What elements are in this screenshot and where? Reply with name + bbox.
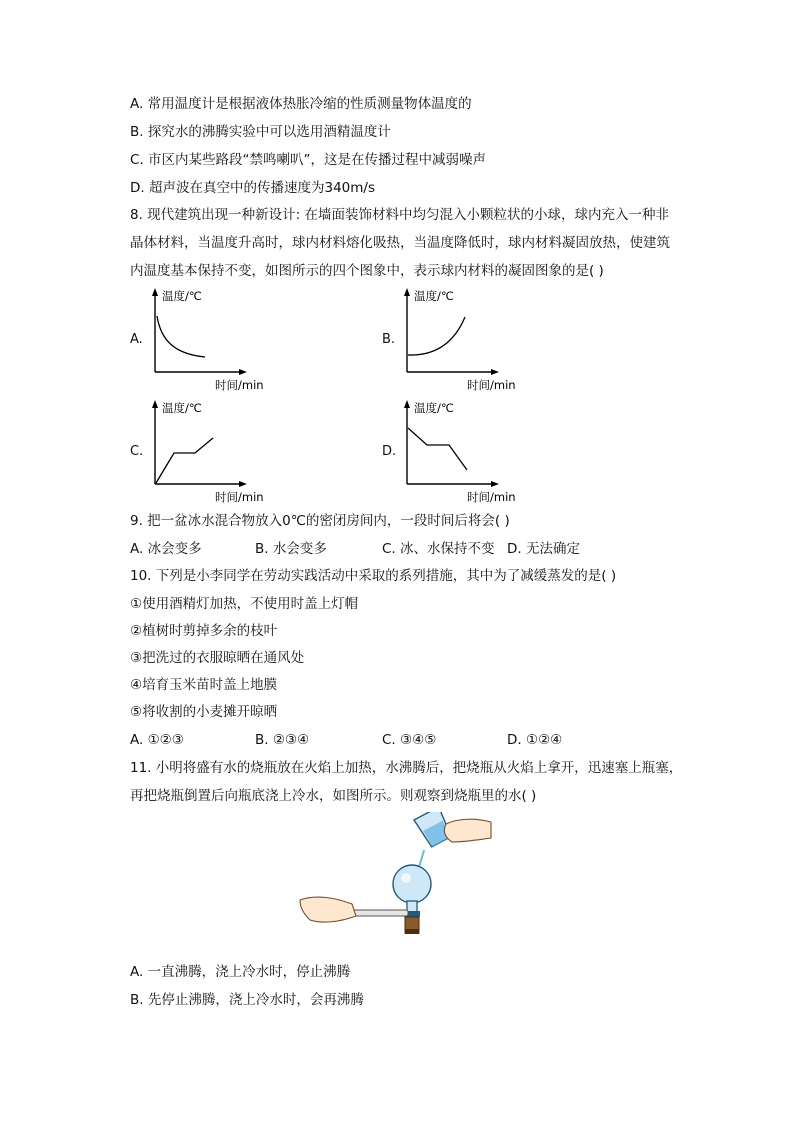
graph-b-curve <box>408 317 465 355</box>
q11-option-a: A. 一直沸腾，浇上冷水时，停止沸腾 <box>130 964 351 980</box>
holding-hand <box>300 897 356 922</box>
flask-bulb <box>393 865 431 903</box>
q8-stem-line-2: 晶体材料，当温度升高时，球内材料熔化吸热，当温度降低时，球内材料凝固放热，使建筑 <box>130 235 670 251</box>
q9-option-a: A. 冰会变多 <box>130 541 202 557</box>
q8-stem-line-1: 8. 现代建筑出现一种新设计: 在墙面装饰材料中均匀混入小颗粒状的小球，球内充入一种非 <box>130 207 670 223</box>
q9-option-d: D. 无法确定 <box>507 541 580 557</box>
graph-a-xlabel: 时间/min <box>215 378 264 392</box>
q10-stem: 10. 下列是小李同学在劳动实践活动中采取的系列措施，其中为了减缓蒸发的是( ) <box>130 568 617 584</box>
graph-c-ylabel: 温度/℃ <box>162 401 202 415</box>
graph-b-xlabel: 时间/min <box>467 378 516 392</box>
q10-item-2: ②植树时剪掉多余的枝叶 <box>130 623 278 639</box>
q9-stem: 9. 把一盆冰水混合物放入0℃的密闭房间内，一段时间后将会( ) <box>130 513 510 529</box>
graph-c-line <box>156 438 213 483</box>
graph-c-letter: C. <box>130 444 144 459</box>
graph-b-ylabel: 温度/℃ <box>414 289 454 303</box>
q7-option-c: C. 市区内某些路段“禁鸣喇叭”，这是在传播过程中减弱噪声 <box>130 152 486 168</box>
q10-option-a: A. ①②③ <box>130 732 184 748</box>
q7-option-a: A. 常用温度计是根据液体热胀冷缩的性质测量物体温度的 <box>130 96 472 112</box>
q9-option-c: C. 冰、水保持不变 <box>382 541 495 557</box>
graph-a-curve <box>157 316 205 357</box>
graph-d-ylabel: 温度/℃ <box>414 401 454 415</box>
q8-stem-line-3: 内温度基本保持不变，如图所示的四个图象中，表示球内材料的凝固图象的是( ) <box>130 263 604 279</box>
q10-option-c: C. ③④⑤ <box>382 732 437 748</box>
q10-item-4: ④培育玉米苗时盖上地膜 <box>130 677 278 693</box>
q7-option-b: B. 探究水的沸腾实验中可以选用酒精温度计 <box>130 124 391 140</box>
q11-stem-line-2: 再把烧瓶倒置后向瓶底浇上冷水，如图所示。则观察到烧瓶里的水( ) <box>130 788 537 804</box>
graph-d-xlabel: 时间/min <box>467 490 516 504</box>
graph-c-xlabel: 时间/min <box>215 490 264 504</box>
graph-c <box>145 398 285 504</box>
graph-b-letter: B. <box>382 332 396 347</box>
graph-d-letter: D. <box>382 444 397 459</box>
q10-item-1: ①使用酒精灯加热，不使用时盖上灯帽 <box>130 596 359 612</box>
flask-experiment-illustration <box>296 812 496 942</box>
q7-option-d: D. 超声波在真空中的传播速度为340m/s <box>130 180 375 196</box>
q10-item-3: ③把洗过的衣服晾晒在通风处 <box>130 650 305 666</box>
q9-option-b: B. 水会变多 <box>255 541 327 557</box>
graph-a <box>145 286 285 392</box>
graph-d-line <box>408 428 467 470</box>
graph-a-letter: A. <box>130 332 143 347</box>
graph-d <box>397 398 537 504</box>
graph-a-ylabel: 温度/℃ <box>162 289 202 303</box>
q11-option-b: B. 先停止沸腾，浇上冷水时，会再沸腾 <box>130 992 364 1008</box>
pouring-hand <box>444 819 491 842</box>
graph-b <box>397 286 537 392</box>
q10-item-5: ⑤将收割的小麦摊开晾晒 <box>130 704 278 720</box>
q11-stem-line-1: 11. 小明将盛有水的烧瓶放在火焰上加热，水沸腾后，把烧瓶从火焰上拿开，迅速塞上瓶塞， <box>130 760 683 776</box>
q10-option-d: D. ①②④ <box>507 732 563 748</box>
q10-option-b: B. ②③④ <box>255 732 310 748</box>
